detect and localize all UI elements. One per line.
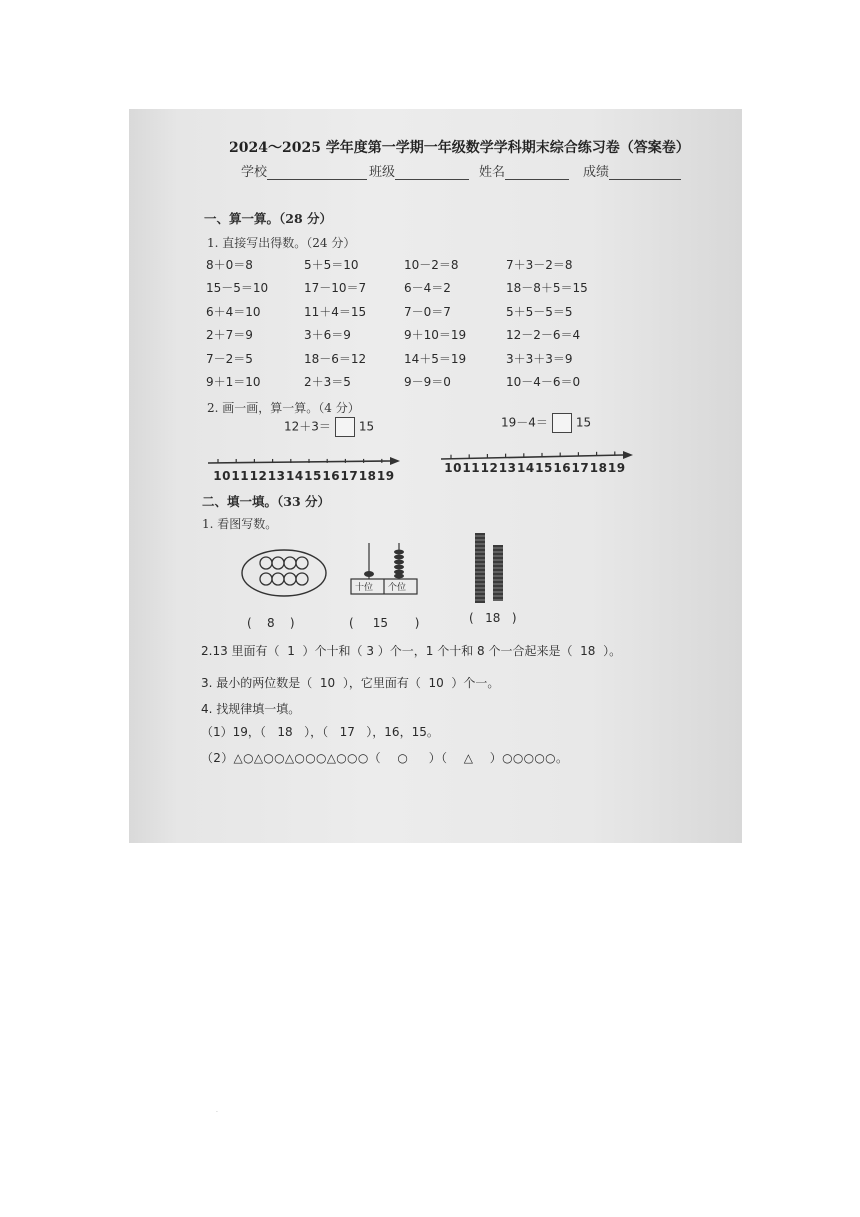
pic1-answer: ( 8 ) xyxy=(247,616,295,630)
number-line-tick-label: 12 xyxy=(249,469,268,483)
number-line-tick-label: 19 xyxy=(607,461,626,475)
equation-item: 3＋6＝9 xyxy=(304,328,351,343)
part1-q2-label: 2. 画一画，算一算。（4 分） xyxy=(207,401,360,415)
equation-item: 7－0＝7 xyxy=(404,304,451,319)
scanned-photo xyxy=(129,109,742,843)
equation-item: 14＋5＝19 xyxy=(404,351,467,366)
stick-bundles-picture xyxy=(469,531,513,605)
number-line-tick-label: 10 xyxy=(444,461,462,475)
pic3-answer: ( 18 ) xyxy=(469,611,517,625)
q2-left-expression: 12＋3＝ 15 xyxy=(284,417,374,437)
equation-item: 12－2－6＝4 xyxy=(506,328,581,343)
number-line-tick-label: 18 xyxy=(589,461,608,475)
number-line-tick-label: 16 xyxy=(322,469,341,483)
number-line-tick-label: 19 xyxy=(376,469,395,483)
name-field: 姓名 xyxy=(479,161,569,180)
equation-item: 18－6＝12 xyxy=(304,351,367,366)
part2-q1-label: 1. 看图写数。 xyxy=(202,517,278,531)
answer-box xyxy=(335,417,355,437)
equation-item: 11＋4＝15 xyxy=(304,304,367,319)
abacus-ones-label: 个位 xyxy=(388,583,407,593)
number-line-right-labels xyxy=(444,461,626,475)
part2-q4-2: （2）△○△○○△○○○△○○○（ ○ ）（ △ ）○○○○○。 xyxy=(201,751,569,765)
number-line-tick-label: 11 xyxy=(462,461,481,475)
number-line-tick-label: 17 xyxy=(340,469,359,483)
number-line-tick-label: 17 xyxy=(571,461,590,475)
number-line-tick-label: 13 xyxy=(498,461,517,475)
number-line-tick-label: 15 xyxy=(304,469,322,483)
equation-item: 7＋3－2＝8 xyxy=(506,258,573,272)
number-line-tick-label: 14 xyxy=(285,469,304,483)
equation-item: 9＋10＝19 xyxy=(404,328,467,343)
equation-item: 6＋4＝10 xyxy=(206,304,261,319)
number-line-tick-label: 14 xyxy=(516,461,535,475)
number-line-tick-label: 16 xyxy=(553,461,572,475)
part2-heading: 二、填一填。（33 分） xyxy=(202,494,330,509)
equation-item: 9－9＝0 xyxy=(404,375,451,389)
equation-item: 10－4－6＝0 xyxy=(506,375,581,389)
number-line-tick-label: 11 xyxy=(231,469,250,483)
number-line-tick-label: 18 xyxy=(358,469,377,483)
equation-item: 5＋5－5＝5 xyxy=(506,304,573,319)
equation-item: 7－2＝5 xyxy=(206,351,253,366)
equation-item: 15－5＝10 xyxy=(206,281,269,296)
exam-title: 2024～2025 学年度第一学期一年级数学学科期末综合练习卷（答案卷） xyxy=(229,140,690,156)
class-field: 班级 xyxy=(369,161,469,180)
part2-q3: 3. 最小的两位数是（ 10 ），它里面有（ 10 ）个一。 xyxy=(201,676,500,690)
part1-heading: 一、算一算。（28 分） xyxy=(204,211,332,226)
equation-item: 6－4＝2 xyxy=(404,281,451,296)
number-line-tick-label: 10 xyxy=(213,469,231,483)
number-line-left-labels xyxy=(213,469,395,483)
part2-q2: 2.13 里面有（ 1 ）个十和（ 3 ）个一，1 个十和 8 个一合起来是（ 18 ）。 xyxy=(201,644,622,658)
exam-paper xyxy=(129,109,742,843)
number-line-tick-label: 12 xyxy=(480,461,499,475)
equation-item: 8＋0＝8 xyxy=(206,258,253,272)
part1-q1-label: 1. 直接写出得数。（24 分） xyxy=(207,236,356,250)
counting-circles-picture xyxy=(239,547,329,599)
pic2-answer: ( 15 ) xyxy=(349,616,420,630)
number-line-tick-label: 13 xyxy=(267,469,286,483)
equation-item: 5＋5＝10 xyxy=(304,258,359,272)
equation-item: 2＋7＝9 xyxy=(206,328,253,343)
q2-right-expression: 19－4＝ 15 xyxy=(501,413,591,433)
score-field: 成绩 xyxy=(583,161,681,180)
part2-q4-label: 4. 找规律填一填。 xyxy=(201,702,301,716)
school-field: 学校 xyxy=(241,161,367,180)
equation-item: 9＋1＝10 xyxy=(206,375,261,389)
abacus-tens-label: 十位 xyxy=(355,583,374,593)
number-line-tick-label: 15 xyxy=(535,461,553,475)
stray-mark: · xyxy=(216,1109,218,1116)
equation-item: 3＋3＋3＝9 xyxy=(506,351,573,366)
equation-item: 18－8＋5＝15 xyxy=(506,281,588,296)
equation-item: 17－10＝7 xyxy=(304,281,367,296)
answer-box xyxy=(552,413,572,433)
equation-item: 2＋3＝5 xyxy=(304,375,351,389)
part2-q4-1: （1）19，（ 18 ），（ 17 ），16，15。 xyxy=(201,725,439,739)
equation-item: 10－2＝8 xyxy=(404,258,459,272)
